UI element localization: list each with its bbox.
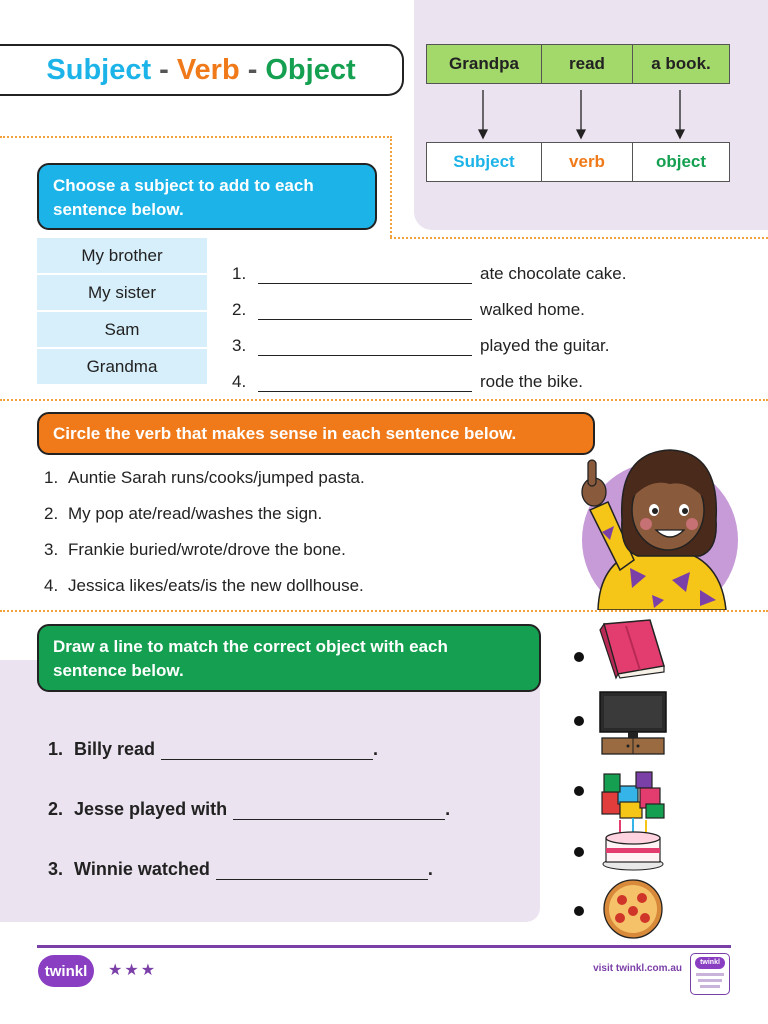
- word-bank-item: Sam: [37, 312, 207, 347]
- subject-instruction: Choose a subject to add to each sentence below.: [37, 163, 377, 230]
- object-blank[interactable]: [161, 741, 373, 760]
- object-sentence: [48, 850, 528, 880]
- girl-pointing-illustration: [560, 440, 760, 610]
- sentence-end: .: [427, 859, 433, 879]
- sentence-text: Winnie watched: [74, 859, 210, 879]
- divider: [0, 610, 768, 612]
- quality-badge-icon: [690, 953, 730, 995]
- example-word: Grandpa: [427, 45, 542, 84]
- verb-sentence: [44, 460, 524, 496]
- subject-blank[interactable]: [258, 337, 472, 356]
- divider: [0, 136, 392, 138]
- subject-sentence: [232, 284, 652, 320]
- sentence-text[interactable]: My pop ate/read/washes the sign.: [68, 504, 323, 523]
- subject-word-bank: [37, 238, 207, 386]
- verb-sentence: [44, 568, 524, 604]
- toy-blocks-icon: [598, 766, 670, 820]
- match-dot[interactable]: [574, 716, 584, 726]
- worksheet-title: [0, 44, 404, 96]
- sentence-number: 3.: [232, 336, 247, 355]
- television-icon: [598, 690, 668, 756]
- object-sentences: [48, 730, 528, 880]
- subject-sentence: [232, 248, 652, 284]
- object-blank[interactable]: [233, 801, 445, 820]
- title-dash: -: [159, 53, 169, 86]
- verb-instruction: Circle the verb that makes sense in each sentence below.: [37, 412, 595, 455]
- sentence-number: 1.: [48, 739, 64, 759]
- sentence-text: Jesse played with: [74, 799, 228, 819]
- difficulty-stars: ★★★: [108, 962, 158, 979]
- verb-sentences: [44, 460, 524, 604]
- subject-blank[interactable]: [258, 301, 472, 320]
- subject-sentence: [232, 320, 652, 356]
- example-word: a book.: [633, 45, 730, 84]
- example-label-table: [426, 142, 730, 182]
- birthday-cake-icon: [600, 816, 666, 872]
- verb-sentence: [44, 496, 524, 532]
- title-subject: Subject: [46, 53, 152, 86]
- divider: [390, 237, 768, 239]
- word-bank-item: My brother: [37, 238, 207, 273]
- label-object: object: [633, 143, 730, 182]
- match-dot[interactable]: [574, 652, 584, 662]
- sentence-text: rode the bike.: [480, 372, 584, 391]
- object-sentence: [48, 790, 528, 820]
- verb-sentence: [44, 532, 524, 568]
- badge-logo: twinkl: [695, 957, 725, 969]
- word-bank-item: Grandma: [37, 349, 207, 384]
- sentence-number: 1.: [232, 264, 247, 283]
- example-sentence-table: [426, 44, 730, 84]
- sentence-number: 4.: [232, 372, 247, 391]
- match-dot[interactable]: [574, 906, 584, 916]
- sentence-end: .: [445, 799, 451, 819]
- sentence-number: 3.: [48, 859, 64, 879]
- visit-link[interactable]: visit twinkl.com.au: [593, 963, 682, 974]
- sentence-number: 2.: [48, 799, 64, 819]
- title-verb: Verb: [176, 53, 240, 86]
- divider: [0, 399, 768, 401]
- sentence-text: played the guitar.: [480, 336, 610, 355]
- word-bank-item: My sister: [37, 275, 207, 310]
- footer-divider: [37, 945, 731, 948]
- match-dot[interactable]: [574, 786, 584, 796]
- book-icon: [596, 618, 670, 680]
- title-dash: -: [247, 53, 258, 86]
- sentence-number: 2.: [44, 504, 59, 523]
- example-word: read: [542, 45, 633, 84]
- sentence-number: 2.: [232, 300, 247, 319]
- subject-sentences: [232, 248, 652, 392]
- sentence-text[interactable]: Auntie Sarah runs/cooks/jumped pasta.: [68, 468, 365, 487]
- divider: [390, 136, 392, 237]
- subject-blank[interactable]: [258, 265, 472, 284]
- title-object: Object: [265, 53, 356, 86]
- label-subject: Subject: [427, 143, 542, 182]
- sentence-text: walked home.: [480, 300, 585, 319]
- sentence-text[interactable]: Jessica likes/eats/is the new dollhouse.: [68, 576, 364, 595]
- object-blank[interactable]: [216, 861, 428, 880]
- object-sentence: [48, 730, 528, 760]
- sentence-end: .: [373, 739, 379, 759]
- twinkl-logo: twinkl: [38, 955, 94, 987]
- example-arrows: [426, 86, 730, 142]
- label-verb: verb: [542, 143, 633, 182]
- sentence-text[interactable]: Frankie buried/wrote/drove the bone.: [68, 540, 346, 559]
- subject-blank[interactable]: [258, 373, 472, 392]
- sentence-text: ate chocolate cake.: [480, 264, 627, 283]
- sentence-text: Billy read: [74, 739, 156, 759]
- match-dot[interactable]: [574, 847, 584, 857]
- pizza-icon: [598, 878, 668, 940]
- subject-sentence: [232, 356, 652, 392]
- sentence-number: 4.: [44, 576, 59, 595]
- object-instruction: Draw a line to match the correct object with each sentence below.: [37, 624, 541, 692]
- sentence-number: 3.: [44, 540, 59, 559]
- sentence-number: 1.: [44, 468, 59, 487]
